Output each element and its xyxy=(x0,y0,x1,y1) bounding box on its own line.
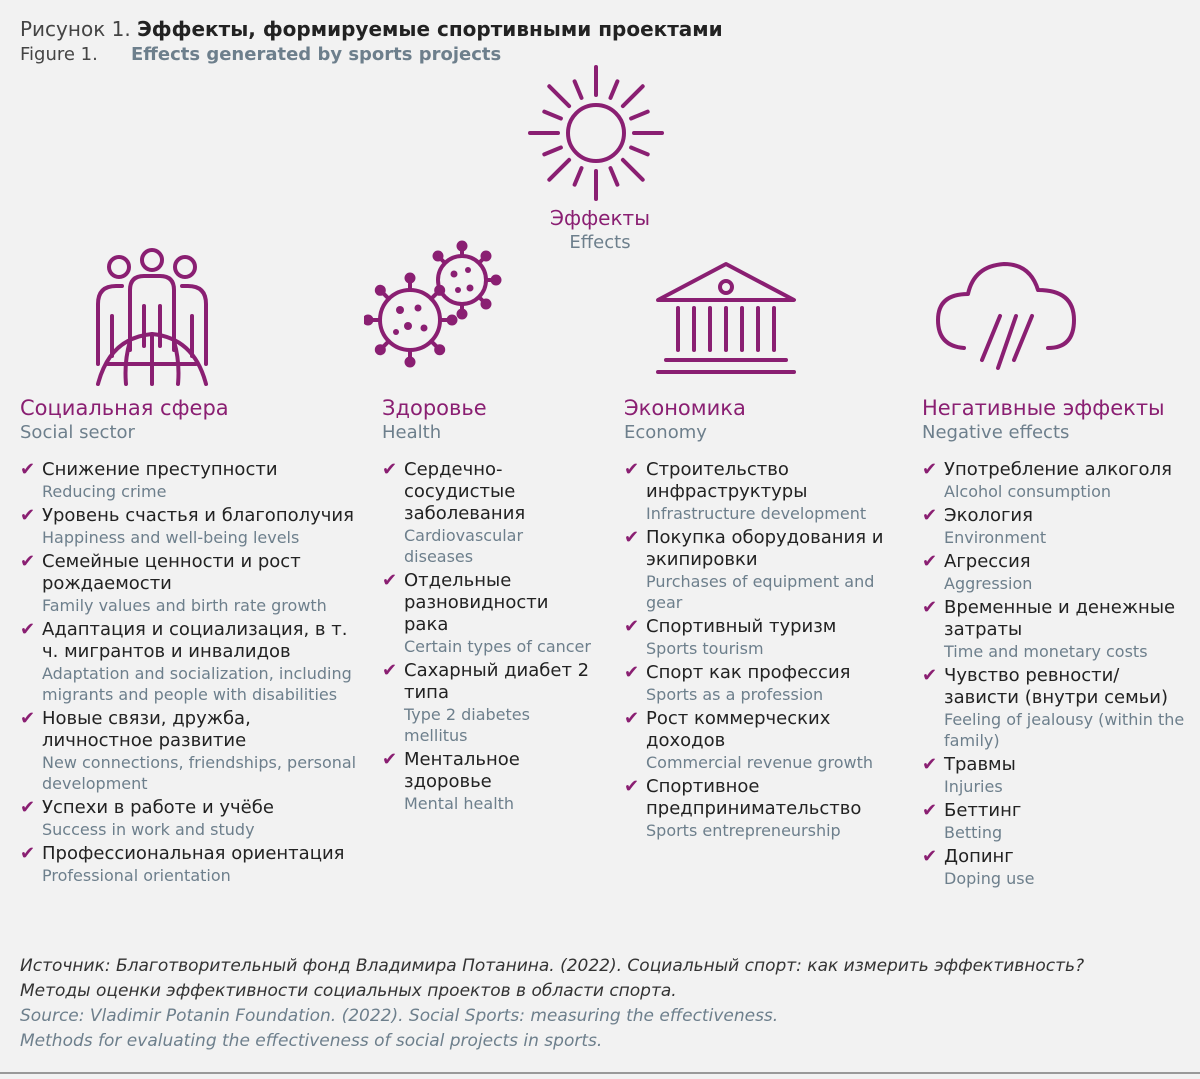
item-label-en: Alcohol consumption xyxy=(944,482,1112,501)
item-label-en: Time and monetary costs xyxy=(944,642,1148,661)
item-label-en: Certain types of cancer xyxy=(404,637,591,656)
column-economy xyxy=(624,396,886,844)
list-item xyxy=(922,754,1192,797)
item-label-ru: Адаптация и социализация, в т. ч. мигрантов и инвалидов xyxy=(42,619,348,662)
item-label-ru: Травмы xyxy=(944,754,1016,775)
item-label-en: Betting xyxy=(944,823,1003,842)
virus-spike-tip xyxy=(436,346,443,353)
check-icon: ✔ xyxy=(20,708,36,729)
check-icon: ✔ xyxy=(624,527,640,548)
check-icon: ✔ xyxy=(922,459,938,480)
item-label-en: Purchases of equipment and gear xyxy=(646,572,875,612)
check-icon: ✔ xyxy=(20,459,36,480)
virus-spike-tip xyxy=(493,277,500,284)
list-item xyxy=(922,665,1192,751)
figure-title-en-text: Effects generated by sports projects xyxy=(131,44,502,65)
item-label-ru: Допинг xyxy=(944,846,1014,867)
item-label-ru: Спортивное предпринимательство xyxy=(646,776,862,819)
virus-spike-tip xyxy=(377,287,384,294)
check-icon: ✔ xyxy=(624,616,640,637)
item-label-en: Mental health xyxy=(404,794,515,813)
virus-spike-tip xyxy=(449,317,456,324)
sun-ray xyxy=(549,86,569,106)
column-social xyxy=(20,396,360,889)
item-label-ru: Новые связи, дружба, личностное развитие xyxy=(42,708,251,751)
figure-title-ru xyxy=(20,16,723,43)
item-label-ru: Отдельные разновидности рака xyxy=(404,570,549,635)
item-label-ru: Беттинг xyxy=(944,800,1022,821)
figure-title-ru-text: Эффекты, формируемые спортивными проектами xyxy=(137,17,723,41)
column-title-en: Negative effects xyxy=(922,422,1070,443)
check-icon: ✔ xyxy=(922,846,938,867)
item-label-ru: Спортивный туризм xyxy=(646,616,837,637)
item-label-en: Cardiovascular diseases xyxy=(404,526,524,566)
check-icon: ✔ xyxy=(922,665,938,686)
list-item xyxy=(624,662,886,705)
check-icon: ✔ xyxy=(20,843,36,864)
item-label-ru: Сердечно-сосудистые заболевания xyxy=(404,459,526,524)
column-title-ru: Здоровье xyxy=(382,396,487,420)
sun-ray xyxy=(575,81,582,98)
figure-number-ru: Рисунок 1. xyxy=(20,17,131,41)
item-label-en: Infrastructure development xyxy=(646,504,867,523)
item-label-ru: Сахарный диабет 2 типа xyxy=(404,660,590,703)
sun-ray xyxy=(549,160,569,180)
item-label-ru: Временные и денежные затраты xyxy=(944,597,1176,640)
list-item xyxy=(624,616,886,659)
virus-spike-tip xyxy=(407,359,414,366)
item-label-en: Doping use xyxy=(944,869,1035,888)
list-item xyxy=(20,619,360,705)
list-item xyxy=(382,660,592,746)
center-label-en: Effects xyxy=(569,232,631,253)
item-label-ru: Агрессия xyxy=(944,551,1031,572)
list-item xyxy=(382,570,592,657)
list-item xyxy=(20,551,360,616)
source-en-line2: Methods for evaluating the effectiveness of social projects in sports. xyxy=(20,1031,603,1051)
list-item xyxy=(922,505,1192,548)
sun-ray xyxy=(575,168,582,185)
column-title-ru: Негативные эффекты xyxy=(922,396,1165,420)
list-item xyxy=(922,459,1192,502)
rain-cloud-icon xyxy=(934,256,1080,374)
list-item xyxy=(20,708,360,794)
item-label-en: Type 2 diabetes mellitus xyxy=(404,705,530,745)
virus-spike-tip xyxy=(436,287,443,294)
item-label-en: Sports tourism xyxy=(646,639,764,658)
figure-header xyxy=(20,16,723,67)
list-item xyxy=(624,708,886,773)
virus-spike-tip xyxy=(459,311,466,318)
check-icon: ✔ xyxy=(20,619,36,640)
check-icon: ✔ xyxy=(624,662,640,683)
column-title-ru: Социальная сфера xyxy=(20,396,229,420)
item-label-en: Commercial revenue growth xyxy=(646,753,874,772)
column-title-en: Social sector xyxy=(20,422,135,443)
check-icon: ✔ xyxy=(382,749,398,770)
item-label-en: Sports entrepreneurship xyxy=(646,821,841,840)
check-icon: ✔ xyxy=(624,776,640,797)
check-icon: ✔ xyxy=(20,797,36,818)
list-item xyxy=(922,551,1192,594)
column-title-ru: Экономика xyxy=(624,396,746,420)
check-icon: ✔ xyxy=(922,551,938,572)
list-item xyxy=(382,459,592,567)
item-label-ru: Строительство инфраструктуры xyxy=(646,459,808,502)
column-title-en: Economy xyxy=(624,422,707,443)
list-item xyxy=(624,776,886,841)
item-label-ru: Семейные ценности и рост рождаемости xyxy=(42,551,301,594)
virus-icon xyxy=(364,238,508,368)
item-label-en: Aggression xyxy=(944,574,1033,593)
item-label-en: Adaptation and socialization, including migrants and people with disabilities xyxy=(42,664,352,704)
virus-spike-tip xyxy=(483,301,490,308)
list-item xyxy=(922,800,1192,843)
sun-ray xyxy=(611,168,618,185)
source-note xyxy=(20,954,1180,1054)
source-ru-line1: Источник: Благотворительный фонд Владимира Потанина. (2022). Социальный спорт: как измерить эффективность? xyxy=(20,956,1085,976)
list-item xyxy=(922,846,1192,889)
item-label-en: Reducing crime xyxy=(42,482,167,501)
center-label-ru: Эффекты xyxy=(550,206,650,230)
item-label-en: Success in work and study xyxy=(42,820,255,839)
item-label-ru: Профессиональная ориентация xyxy=(42,843,345,864)
item-label-ru: Экология xyxy=(944,505,1033,526)
list-item xyxy=(922,597,1192,662)
check-icon: ✔ xyxy=(20,505,36,526)
check-icon: ✔ xyxy=(20,551,36,572)
item-label-ru: Рост коммерческих доходов xyxy=(646,708,831,751)
check-icon: ✔ xyxy=(624,708,640,729)
item-label-en: Environment xyxy=(944,528,1047,547)
list-item xyxy=(382,749,592,814)
item-label-ru: Ментальное здоровье xyxy=(404,749,520,792)
list-item xyxy=(20,843,360,886)
sun-ray xyxy=(611,81,618,98)
item-label-en: Happiness and well-being levels xyxy=(42,528,300,547)
item-label-ru: Спорт как профессия xyxy=(646,662,851,683)
virus-spike-tip xyxy=(407,275,414,282)
list-item xyxy=(20,797,360,840)
figure-number-en: Figure 1. xyxy=(20,44,98,65)
item-label-en: New connections, friendships, personal development xyxy=(42,753,357,793)
item-label-ru: Снижение преступности xyxy=(42,459,278,480)
column-negative xyxy=(922,396,1192,892)
check-icon: ✔ xyxy=(382,660,398,681)
virus-spike-tip xyxy=(435,253,442,260)
item-label-en: Sports as a profession xyxy=(646,685,824,704)
list-item xyxy=(624,527,886,613)
item-label-en: Professional orientation xyxy=(42,866,231,885)
list-item xyxy=(20,459,360,502)
sun-ray xyxy=(544,148,561,155)
sun-ray xyxy=(631,112,648,119)
item-label-ru: Покупка оборудования и экипировки xyxy=(646,527,884,570)
check-icon: ✔ xyxy=(922,597,938,618)
bottom-divider xyxy=(0,1072,1200,1074)
bank-building-icon xyxy=(654,260,798,378)
virus-spike-tip xyxy=(377,346,384,353)
sun-ray xyxy=(623,160,643,180)
virus-spike-tip xyxy=(365,317,372,324)
item-label-ru: Чувство ревности/ зависти (внутри семьи) xyxy=(944,665,1168,708)
item-label-en: Family values and birth rate growth xyxy=(42,596,327,615)
check-icon: ✔ xyxy=(382,459,398,480)
source-ru-line2: Методы оценки эффективности социальных проектов в области спорта. xyxy=(20,981,677,1001)
sun-ray xyxy=(544,112,561,119)
check-icon: ✔ xyxy=(922,754,938,775)
item-label-en: Feeling of jealousy (within the family) xyxy=(944,710,1185,750)
virus-spike-tip xyxy=(483,253,490,260)
sun-ray xyxy=(631,148,648,155)
list-item xyxy=(20,505,360,548)
list-item xyxy=(624,459,886,524)
item-label-ru: Успехи в работе и учёбе xyxy=(42,797,274,818)
check-icon: ✔ xyxy=(624,459,640,480)
item-label-ru: Уровень счастья и благополучия xyxy=(42,505,354,526)
virus-spike-tip xyxy=(459,243,466,250)
source-en-line1: Source: Vladimir Potanin Foundation. (2022). Social Sports: measuring the effectiveness. xyxy=(20,1006,779,1026)
column-health xyxy=(382,396,592,817)
sun-icon xyxy=(527,64,665,202)
item-label-ru: Употребление алкоголя xyxy=(944,459,1172,480)
check-icon: ✔ xyxy=(922,505,938,526)
column-title-en: Health xyxy=(382,422,442,443)
people-globe-icon xyxy=(90,246,214,386)
check-icon: ✔ xyxy=(382,570,398,591)
item-label-en: Injuries xyxy=(944,777,1003,796)
sun-ray xyxy=(623,86,643,106)
check-icon: ✔ xyxy=(922,800,938,821)
